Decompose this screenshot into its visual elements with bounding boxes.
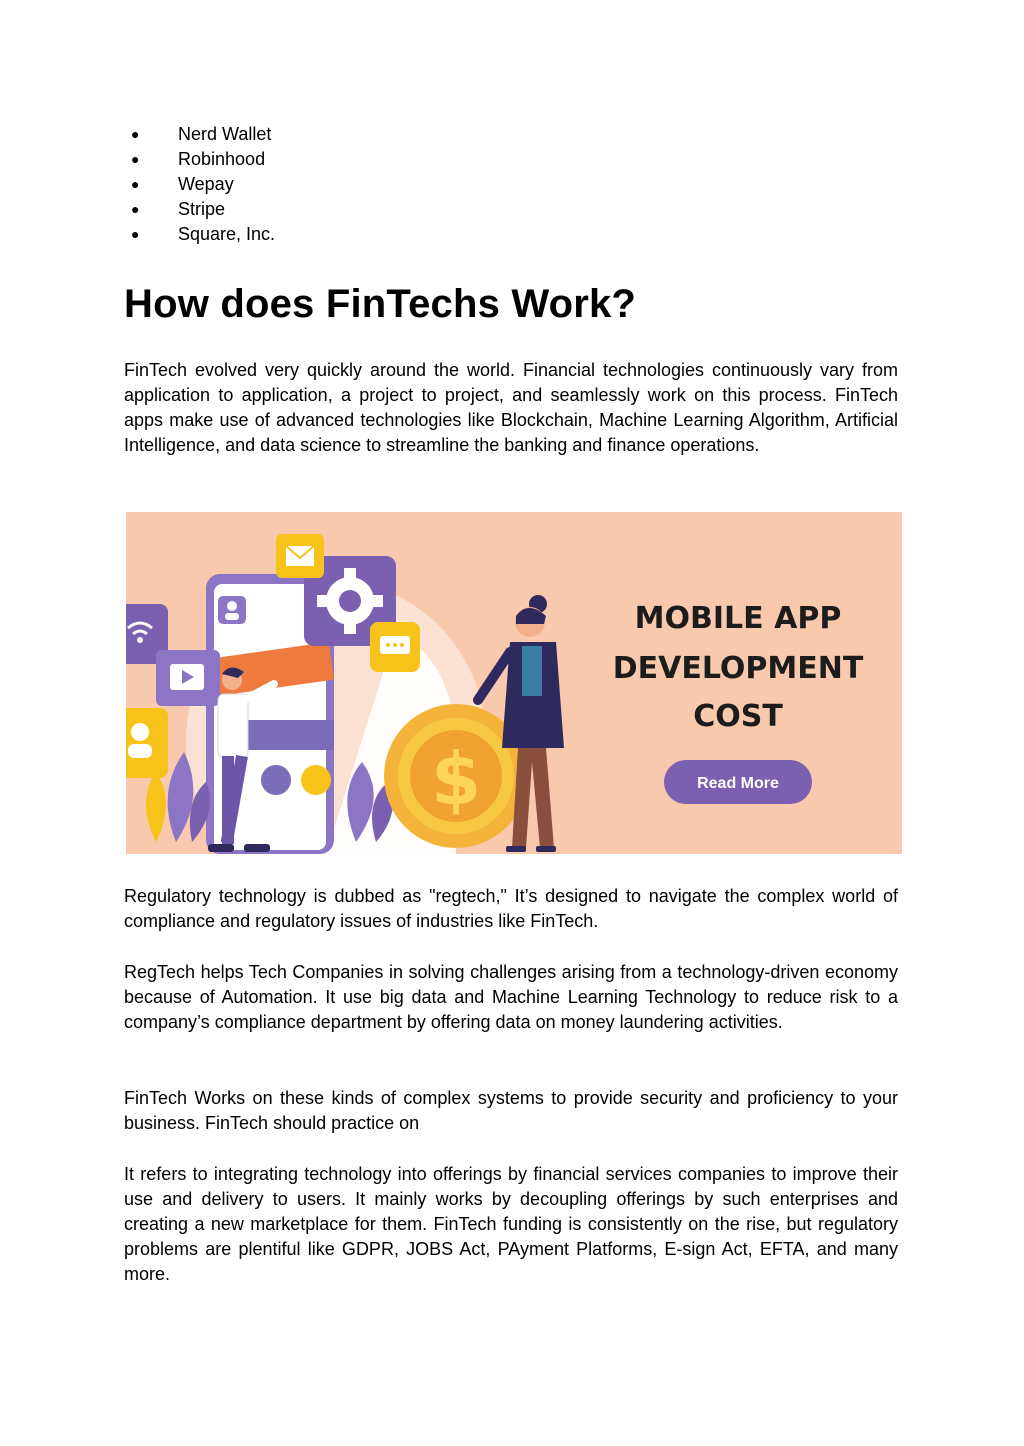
read-more-label: Read More: [697, 775, 779, 792]
mail-icon: [276, 534, 324, 578]
paragraph-fintech-works: FinTech Works on these kinds of complex systems to provide security and proficiency to your business. FinTech should practice on: [124, 1088, 898, 1133]
banner-illustration: [126, 512, 902, 854]
mobile-app-cost-banner[interactable]: [126, 512, 902, 854]
banner-title-line-3: COST: [693, 699, 783, 734]
banner-title-line-2: DEVELOPMENT: [612, 651, 864, 686]
paragraph-regtech-definition: Regulatory technology is dubbed as "regtech," It’s designed to navigate the complex world of compliance and regulatory issues of industries like FinTech.: [124, 886, 898, 931]
banner-title: [613, 601, 864, 734]
list-item: ● Wepay: [124, 172, 275, 197]
bullet-icon: ●: [131, 176, 140, 192]
read-more-button[interactable]: [664, 760, 812, 804]
user-icon: [126, 708, 168, 778]
bullet-icon: ●: [131, 226, 140, 242]
banner-title-line-1: MOBILE APP: [634, 601, 842, 636]
play-icon: [156, 650, 220, 706]
list-item: ● Stripe: [124, 197, 275, 222]
svg-text:$: $: [430, 737, 482, 821]
chat-icon: [370, 622, 420, 672]
list-item: ● Square, Inc.: [124, 222, 275, 247]
section-heading: How does FinTechs Work?: [124, 282, 637, 326]
list-item: ● Nerd Wallet: [124, 122, 275, 147]
bullet-icon: ●: [131, 126, 140, 142]
paragraph-intro: FinTech evolved very quickly around the world. Financial technologies continuously vary from application to application, a project to project, and seamlessly work on this process. FinTech apps make use of advanced technologies like Blockchain, Machine Learning Algorithm, Artificial Intelligence, and data science to streamline the banking and finance operations.: [124, 360, 898, 455]
list-item: ● Robinhood: [124, 147, 275, 172]
bullet-icon: ●: [131, 201, 140, 217]
bullet-icon: ●: [131, 151, 140, 167]
company-list: [124, 122, 275, 247]
paragraph-fintech-refers: It refers to integrating technology into offerings by financial services companies to improve their use and delivery to users. It mainly works by decoupling offerings by such enterprises and creating a new marketplace for them. FinTech funding is consistently on the rise, but regulatory problems are plentiful like GDPR, JOBS Act, PAyment Platforms, E-sign Act, EFTA, and many more.: [124, 1164, 898, 1284]
paragraph-regtech-helps: RegTech helps Tech Companies in solving challenges arising from a technology-driven economy because of Automation. It use big data and Machine Learning Technology to reduce risk to a company’s compliance department by offering data on money laundering activities.: [124, 962, 898, 1032]
